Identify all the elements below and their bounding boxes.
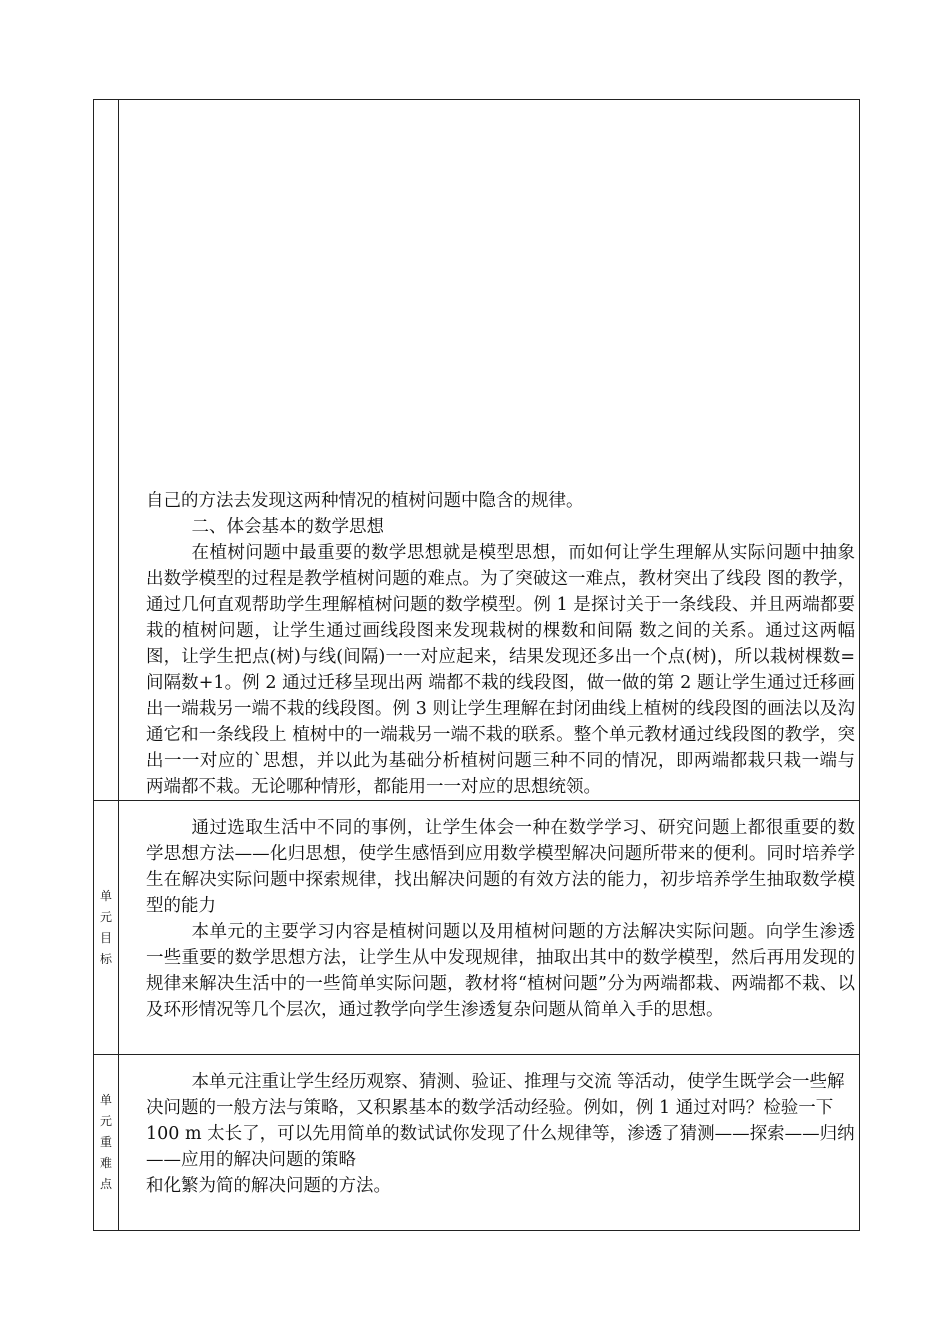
paragraph: 通过选取生活中不同的事例，让学生体会一种在数学学习、研究问题上都很重要的数学思想方法——化归思想，使学生感悟到应用数学模型解决问题所带来的便利。同时培养学生在解决实际问题中探索规律，找出解决问题的有效方法的能力，初步培养学生抽取数学模型的能力 — [146, 818, 855, 916]
row-label: 单 元 目 标 — [99, 888, 112, 966]
content-cell — [119, 1055, 860, 1231]
table-row — [94, 801, 860, 1055]
content-cell — [119, 801, 860, 1055]
paragraph: 在植树问题中最重要的数学思想就是模型思想，而如何让学生理解从实际问题中抽象出数学模型的过程是教学植树问题的难点。为了突破这一难点，教材突出了线段 图的教学，通过几何直观帮助学生理解植树问题的数学模型。例 1 是探讨关于一条线段、并且两端都要栽的植树问题，让学生通过画线段图来发现栽树的棵数和间隔 数之间的关系。通过这两幅图，让学生把点(树)与线(间隔)一一对应起来，结果发现还多出一个点(树)，所以栽树棵数=间隔数+1。例 2 通过迁移呈现出两 端都不栽的线段图，做一做的第 2 题让学生通过迁移画出一端栽另一端不栽的线段图。例 3 则让学生理解在封闭曲线上植树的线段图的画法以及沟通它和一条线段上 植树中的一端栽另一端不栽的联系。整个单元教材通过线段图的教学，突出一一对应的`思想，并以此为基础分析植树问题三种不同的情况，即两端都栽只栽一端与 两端都不栽。无论哪种情形，都能用一一对应的思想统领。 — [146, 543, 855, 797]
row-label-cell — [94, 100, 119, 801]
section-heading: 二、体会基本的数学思想 — [191, 517, 384, 537]
row-label-cell — [94, 1055, 119, 1231]
paragraph: 和化繁为简的解决问题的方法。 — [146, 1176, 391, 1196]
paragraph: 自己的方法去发现这两种情况的植树问题中隐含的规律。 — [146, 491, 584, 511]
paragraph: 本单元注重让学生经历观察、猜测、验证、推理与交流 等活动，使学生既学会一些解决问题的一般方法与策略，又积累基本的数学活动经验。例如，例 1 通过对吗？检验一下 100 m 太长了，可以先用简单的数试试你发现了什么规律等，渗透了猜测——探索——归纳——应用的解决问题的策略 — [146, 1072, 855, 1170]
row-label-cell — [94, 801, 119, 1055]
lesson-plan-table — [93, 99, 860, 1231]
paragraph: 本单元的主要学习内容是植树问题以及用植树问题的方法解决实际问题。向学生渗透一些重要的数学思想方法，让学生从中发现规律，抽取出其中的数学模型，然后再用发现的规律来解决生活中的一些简单实际问题，教材将“植树问题”分为两端都栽、两端都不栽、以及环形情况等几个层次，通过教学向学生渗透复杂问题从简单入手的思想。 — [146, 922, 855, 1020]
content-cell — [119, 100, 860, 801]
table-row — [94, 100, 860, 801]
row-label: 单 元 重 难 点 — [99, 1093, 112, 1191]
table-row — [94, 1055, 860, 1231]
